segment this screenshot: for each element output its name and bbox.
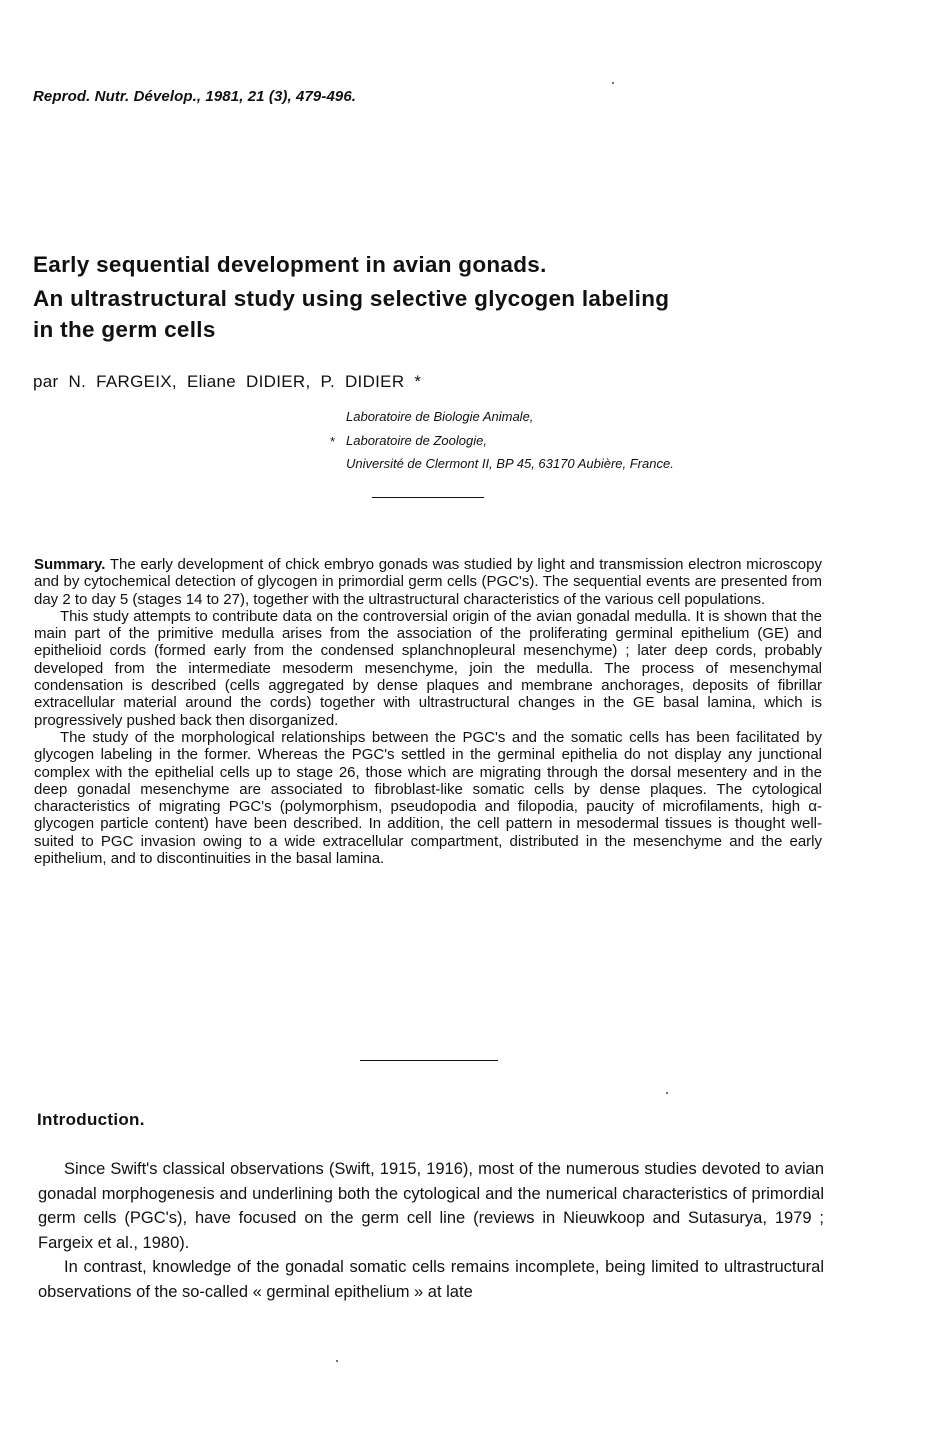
title-line-1: Early sequential development in avian gonads. bbox=[33, 252, 547, 277]
affiliation-1: Laboratoire de Biologie Animale, bbox=[346, 409, 534, 424]
speck bbox=[336, 1360, 338, 1362]
speck bbox=[666, 1092, 668, 1094]
introduction-paragraph-2: In contrast, knowledge of the gonadal somatic cells remains incomplete, being limited to ultrastructural observations of the so-called « germinal epithelium » at late bbox=[38, 1258, 824, 1301]
affiliation-star: * bbox=[330, 434, 336, 449]
separator-rule-1 bbox=[372, 497, 484, 498]
introduction-paragraph-1: Since Swift's classical observations (Swift, 1915, 1916), most of the numerous studies devoted to avian gonadal morphogenesis and underlining both the cytological and the numerical characteristics of primordial germ cells (PGC's), have focused on the germ cell line (reviews in Nieuwkoop and Sutasurya, 1979 ; Fargeix et al., 1980). bbox=[38, 1160, 824, 1252]
authors: par N. FARGEIX, Eliane DIDIER, P. DIDIER * bbox=[33, 372, 422, 391]
introduction-body bbox=[38, 1157, 824, 1304]
abstract-paragraph-3: The study of the morphological relationships between the PGC's and the somatic cells has been facilitated by glycogen labeling in the former. Whereas the PGC's settled in the germinal epithelia do not display any junctional complex with the epithelial cells up to stage 26, those which are migrating through the dorsal mesentery and in the deep gonadal mesenchyme are associated to fibroblast-like somatic cells by dense plaques. The cytological characteristics of migrating PGC's (polymorphism, pseudopodia and filopodia, paucity of microfilaments, high α-glycogen particle content) have been described. In addition, the cell pattern in mesodermal tissues is thought well-suited to PGC invasion owing to a wide extracellular compartment, distributed in the mesenchyme and the early epithelium, and to discontinuities in the basal lamina. bbox=[34, 728, 822, 868]
separator-rule-2 bbox=[360, 1060, 498, 1061]
abstract-paragraph-2: This study attempts to contribute data on the controversial origin of the avian gonadal medulla. It is shown that the main part of the primitive medulla arises from the association of the proliferating germinal epithelium (GE) and epithelioid cords (formed early from the condensed splanchnopleural mesenchyme) ; later deep cords, probably developed from the intermediate mesoderm mesenchyme, join the medulla. The process of mesenchymal condensation is described (cells aggregated by dense plaques and membrane anchorages, deposits of fibrillar extracellular material around the cords) together with ultrastructural changes in the GE basal lamina, which is progressively pushed back then disorganized. bbox=[34, 607, 822, 729]
title-line-3: in the germ cells bbox=[33, 317, 216, 342]
introduction-heading: Introduction. bbox=[37, 1110, 145, 1129]
title-line-2: An ultrastructural study using selective glycogen labeling bbox=[33, 286, 670, 311]
affiliation-3: Université de Clermont II, BP 45, 63170 Aubière, France. bbox=[346, 456, 674, 471]
affiliation-2: Laboratoire de Zoologie, bbox=[346, 433, 487, 448]
journal-reference: Reprod. Nutr. Dévelop., 1981, 21 (3), 479-496. bbox=[33, 88, 357, 105]
abstract-heading: Summary. bbox=[34, 556, 106, 573]
speck bbox=[612, 82, 614, 84]
abstract-paragraph-1: The early development of chick embryo gonads was studied by light and transmission electron microscopy and by cytochemical detection of glycogen in primordial germ cells (PGC's). The sequential events are presented from day 2 to day 5 (stages 14 to 27), together with the ultrastructural characteristics of the various cell populations. bbox=[34, 556, 822, 608]
abstract bbox=[34, 556, 822, 867]
